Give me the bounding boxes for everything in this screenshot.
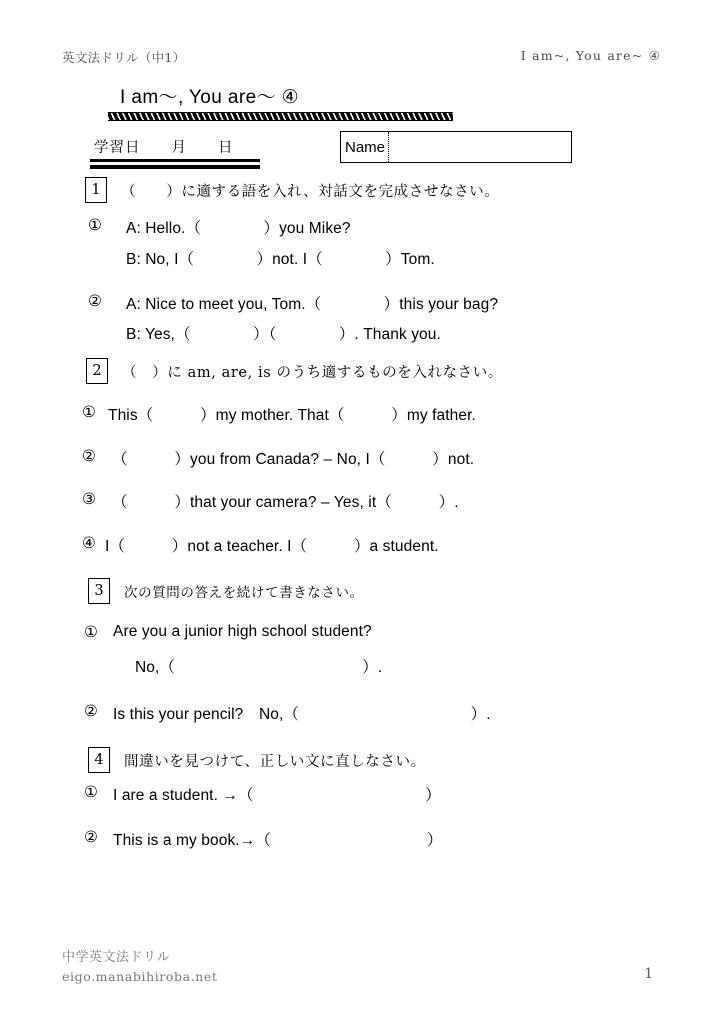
item-line-4-1: I are a student. →（ ） [113,787,441,804]
section-instruction-2: （ ）に am, are, is のうち適するものを入れなさい。 [122,364,503,381]
item-marker-2-1 [82,403,96,422]
item-marker-4-1 [84,783,98,802]
section-number-4: 4 [88,747,110,773]
marker-text: ① [82,404,96,421]
item-line-2-4: I（ ）not a teacher. I（ ）a student. [105,538,439,555]
item-marker-4-2 [84,828,98,847]
item-line-3-1b: No,（ ）. [135,659,383,676]
item-marker-3-2 [84,702,98,721]
study-date-field [90,136,260,165]
section-instruction-1: （ ）に適する語を入れ、対話文を完成させなさい。 [121,183,500,200]
section-number-2: 2 [86,358,108,384]
footer [62,946,218,984]
running-header-right: I am~, You are~ ④ [520,48,661,63]
study-date-rule [90,159,260,165]
marker-text: ④ [82,535,96,552]
item-line-3-1a: Are you a junior high school student? [113,623,372,640]
marker-text: ② [84,829,98,846]
marker-text: ① [84,784,98,801]
section-number-1: 1 [85,177,107,203]
section-instruction-4: 間違いを見つけて、正しい文に直しなさい。 [124,753,426,770]
running-header-left: 英文法ドリル（中1） [62,50,186,65]
item-marker-3-1 [84,623,98,642]
item-line-4-2: This is a my book.→（ ） [113,832,443,849]
section-number-3: 3 [88,578,110,604]
title-underline-rule [108,112,453,121]
marker-text: ② [88,293,102,310]
footer-site-name: 中学英文法ドリル [62,950,171,965]
study-date-label: 学習日 月 日 [94,140,234,156]
name-label: Name [345,138,386,156]
item-line-2-2: （ ）you from Canada? – No, I（ ）not. [112,451,475,468]
marker-text: ② [82,448,96,465]
marker-text: ② [84,703,98,720]
section-heading-4 [88,747,426,773]
item-marker-1-2 [88,292,102,311]
section-heading-1 [85,177,499,203]
running-header [62,48,661,66]
item-line-1-1b: B: No, I（ ）not. I（ ）Tom. [126,251,435,268]
page-number: 1 [644,966,653,982]
item-line-1-2a: A: Nice to meet you, Tom.（ ）this your bag? [126,296,499,313]
item-line-1-1a: A: Hello.（ ）you Mike? [126,220,351,237]
item-marker-2-2 [82,447,96,466]
item-line-1-2b: B: Yes,（ ）（ ）. Thank you. [126,326,441,343]
page-title: I am～, You are～ ④ [120,87,300,108]
item-line-2-1: This（ ）my mother. That（ ）my father. [108,407,476,424]
footer-site-url: eigo.manabihiroba.net [62,969,218,984]
name-input[interactable] [389,132,571,162]
section-instruction-3: 次の質問の答えを続けて書きなさい。 [124,585,364,601]
item-marker-1-1 [88,216,102,235]
section-heading-2 [86,358,503,384]
item-marker-2-4 [82,534,96,553]
section-heading-3 [88,578,364,604]
marker-text: ① [84,624,98,641]
item-line-2-3: （ ）that your camera? – Yes, it（ ）. [112,494,459,511]
item-marker-2-3 [82,490,96,509]
item-line-3-2: Is this your pencil? No,（ ）. [113,706,491,723]
marker-text: ③ [82,491,96,508]
worksheet-title [108,88,458,121]
name-box[interactable] [340,131,572,163]
marker-text: ① [88,217,102,234]
